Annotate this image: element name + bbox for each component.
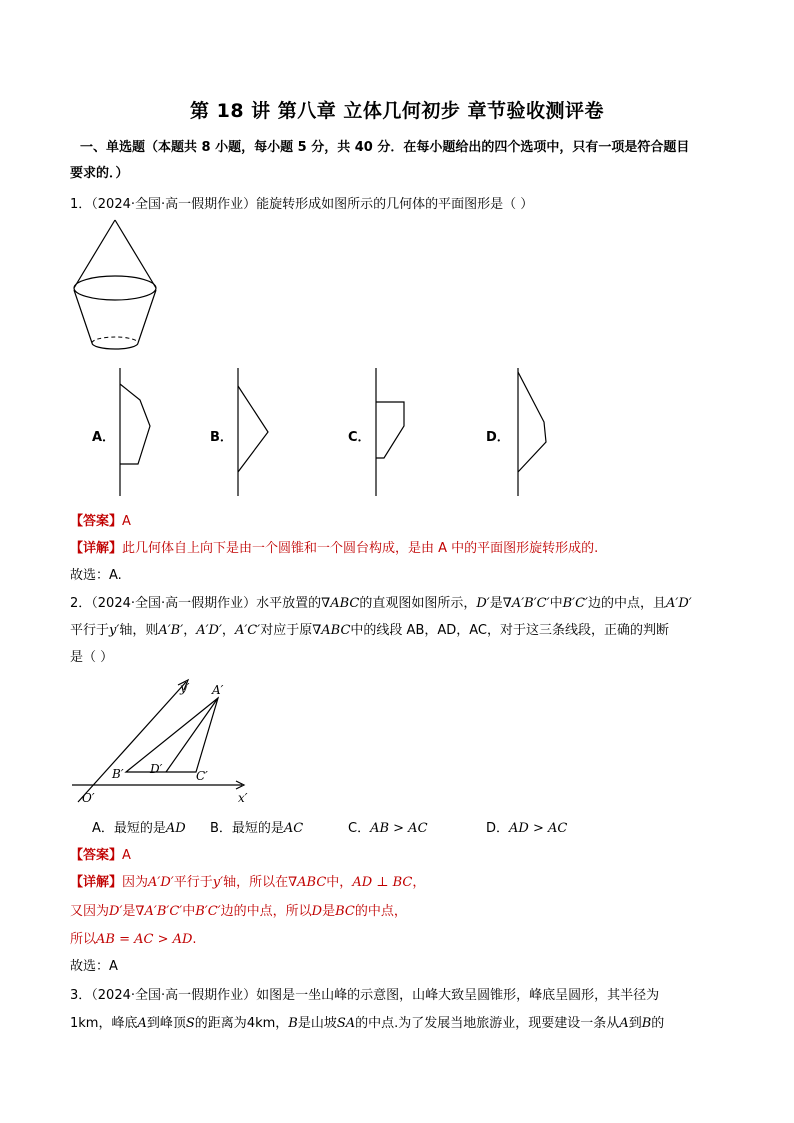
q1-option-b[interactable]: B． [210,430,233,445]
detail-tag: 【详解】 [70,541,123,556]
q1-option-a-figure [118,368,158,498]
q2-detail-line3: 所以AB = AC > AD. [70,932,197,947]
q1-option-d-figure [516,368,556,498]
q3-stem-line1: 3．（2024·全国·高一假期作业）如图是一坐山峰的示意图，山峰大致呈圆锥形，峰底呈圆形，其半径为 [70,988,660,1003]
q2-detail-line1: 【详解】因为A′D′平行于y′轴，所以在∇ABC中，AD ⊥ BC， [70,875,426,890]
q2-stem-line1: 2．（2024·全国·高一假期作业）水平放置的∇ABC的直观图如图所示，D′是∇A′B′C′中B′C′边的中点，且A′D′ [70,596,692,611]
q2-answer: 【答案】A [70,848,131,863]
q3-stem-line2: 1km，峰底A到峰顶S的距离为4km，B是山坡SA的中点.为了发展当地旅游业，现要建设一条从A到B的 [70,1016,665,1031]
q2-option-d[interactable]: D．AD > AC [486,821,568,836]
section-header-cont: 要求的．） [70,166,129,181]
answer-value: A [122,514,131,529]
q1-detail [70,537,598,556]
detail-text: 此几何体自上向下是由一个圆锥和一个圆台构成，是由 A 中的平面图形旋转形成的. [122,541,599,556]
q1-option-b-figure [236,368,276,498]
q2-option-b[interactable]: B．最短的是AC [210,821,304,836]
answer-tag: 【答案】 [70,514,123,529]
q1-option-a[interactable]: A． [92,430,116,445]
vertex-b-label: B′ [112,767,124,781]
section-header: 一、单选题（本题共 8 小题，每小题 5 分，共 40 分．在每小题给出的四个选项中，只有一项是符合题目 [80,140,690,155]
q1-option-c-figure [374,368,414,498]
page-title: 第 18 讲 第八章 立体几何初步 章节验收测评卷 [189,100,604,122]
q1-answer [70,510,131,529]
q1-option-d[interactable]: D． [486,430,510,445]
q2-oblique-figure [70,672,270,812]
q2-stem-line2: 平行于y′轴，则A′B′，A′D′，A′C′对应于原∇ABC中的线段 AB，AD，AC，对于这三条线段，正确的判断 [70,623,670,638]
vertex-c-label: C′ [196,769,208,783]
q2-detail-line2: 又因为D′是∇A′B′C′中B′C′边的中点，所以D是BC的中点， [70,904,407,919]
q1-stem: 1．（2024·全国·高一假期作业）能旋转形成如图所示的几何体的平面图形是（ ） [70,197,534,212]
origin-label: O′ [82,791,95,805]
vertex-d-label: D′ [150,762,163,776]
vertex-a-label: A′ [212,683,224,697]
q1-option-c[interactable]: C． [348,430,371,445]
q2-stem-line3: 是（ ） [70,650,114,665]
q2-option-a[interactable]: A．最短的是AD [92,821,186,836]
q2-option-c[interactable]: C．AB > AC [348,821,428,836]
q1-solid-figure [70,218,170,358]
q1-choose: 故选：A. [70,568,122,583]
q2-choose: 故选：A [70,959,118,974]
y-axis-label: y′ [180,681,190,695]
x-axis-label: x′ [238,791,248,805]
